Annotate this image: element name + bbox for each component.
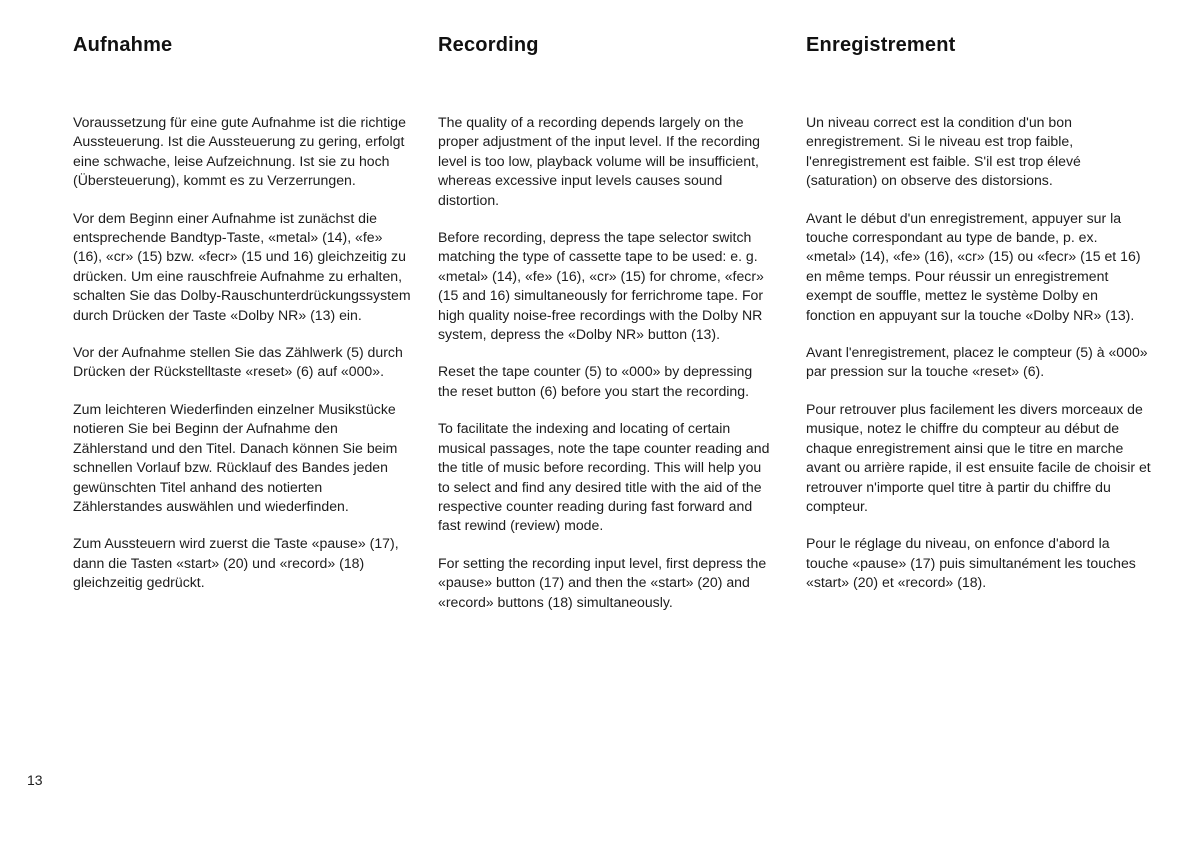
column-french-body: [806, 113, 1151, 611]
paragraph: Reset the tape counter (5) to «000» by depressing the reset button (6) before you start the recording.: [438, 363, 753, 399]
paragraph: For setting the recording input level, first depress the «pause» button (17) and then the «start» (20) and «record» buttons (18) simultaneously.: [438, 554, 767, 610]
paragraph: Pour le réglage du niveau, on enfonce d'abord la touche «pause» (17) puis simultanément les touches «start» (20) et «record» (18).: [806, 535, 1136, 591]
paragraph: Before recording, depress the tape selector switch matching the type of cassette tape to be used: e. g. «metal» (14), «fe» (16), «cr» (15) for chrome, «fecr» (15 and 16) simultaneously for ferrichrome tape. For high quality noise-free recordings with the Dolby NR system, depress the «Dolby NR» button (13).: [438, 229, 764, 343]
paragraph: Vor der Aufnahme stellen Sie das Zählwerk (5) durch Drücken der Rückstelltaste «reset» (6) auf «000».: [73, 344, 403, 380]
paragraph: The quality of a recording depends largely on the proper adjustment of the input level. If the recording level is too low, playback volume will be insufficient, whereas excessive input levels causes sound distortion.: [438, 114, 760, 208]
paragraph: Zum leichteren Wiederfinden einzelner Musikstücke notieren Sie bei Beginn der Aufnahme den Zählerstand und den Titel. Danach können Sie beim schnellen Vorlauf bzw. Rücklauf des Bandes jeden gewünschten Titel anhand des notierten Zählerstandes auswählen und wiederfinden.: [73, 400, 398, 514]
paragraph: To facilitate the indexing and locating of certain musical passages, note the tape counter reading and the title of music before recording. This will help you to select and find any desired title with the aid of the respective counter reading during fast forward and fast rewind (review) mode.: [438, 420, 770, 534]
paragraph: Avant l'enregistrement, placez le compteur (5) à «000» par pression sur la touche «reset» (6).: [806, 344, 1148, 380]
heading-recording: Recording: [438, 34, 539, 56]
heading-enregistrement: Enregistrement: [806, 34, 956, 56]
column-german-body: [73, 113, 413, 611]
paragraph: Vor dem Beginn einer Aufnahme ist zunächst die entsprechende Bandtyp-Taste, «metal» (14), «fe» (16), «cr» (15) bzw. «fecr» (15 und 16) gleichzeitig zu drücken. Um eine rauschfreie Aufnahme zu erhalten, schalten Sie das Dolby-Rauschunterdrückungssystem durch Drücken der Taste «Dolby NR» (13) ein.: [73, 209, 411, 323]
paragraph: Avant le début d'un enregistrement, appuyer sur la touche correspondant au type de bande, p. ex. «metal» (14), «fe» (16), «cr» (15) ou «fecr» (15 et 16) en même temps. Pour réussir un enregistrement exempt de souffle, mettez le système Dolby en fonction en appuyant sur la touche «Dolby NR» (13).: [806, 209, 1141, 323]
paragraph: Pour retrouver plus facilement les divers morceaux de musique, notez le chiffre du compteur au début de chaque enregistrement ainsi que le titre en marche avant ou arrière rapide, il est ensuite facile de choisir et retrouver n'importe quel titre à partir du chiffre du compteur.: [806, 400, 1151, 514]
page-number: 13: [27, 772, 43, 788]
paragraph: Zum Aussteuern wird zuerst die Taste «pause» (17), dann die Tasten «start» (20) und «record» (18) gleichzeitig gedrückt.: [73, 535, 399, 591]
paragraph: Voraussetzung für eine gute Aufnahme ist die richtige Aussteuerung. Ist die Aussteuerung zu gering, erfolgt eine schwache, leise Aufzeichnung. Ist sie zu hoch (Übersteuerung), kommt es zu Verzerrungen.: [73, 114, 406, 189]
column-english-body: [438, 113, 774, 630]
heading-aufnahme: Aufnahme: [73, 34, 173, 56]
paragraph: Un niveau correct est la condition d'un bon enregistrement. Si le niveau est trop faible, l'enregistrement est faible. S'il est trop élevé (saturation) on observe des distorsions.: [806, 114, 1081, 189]
